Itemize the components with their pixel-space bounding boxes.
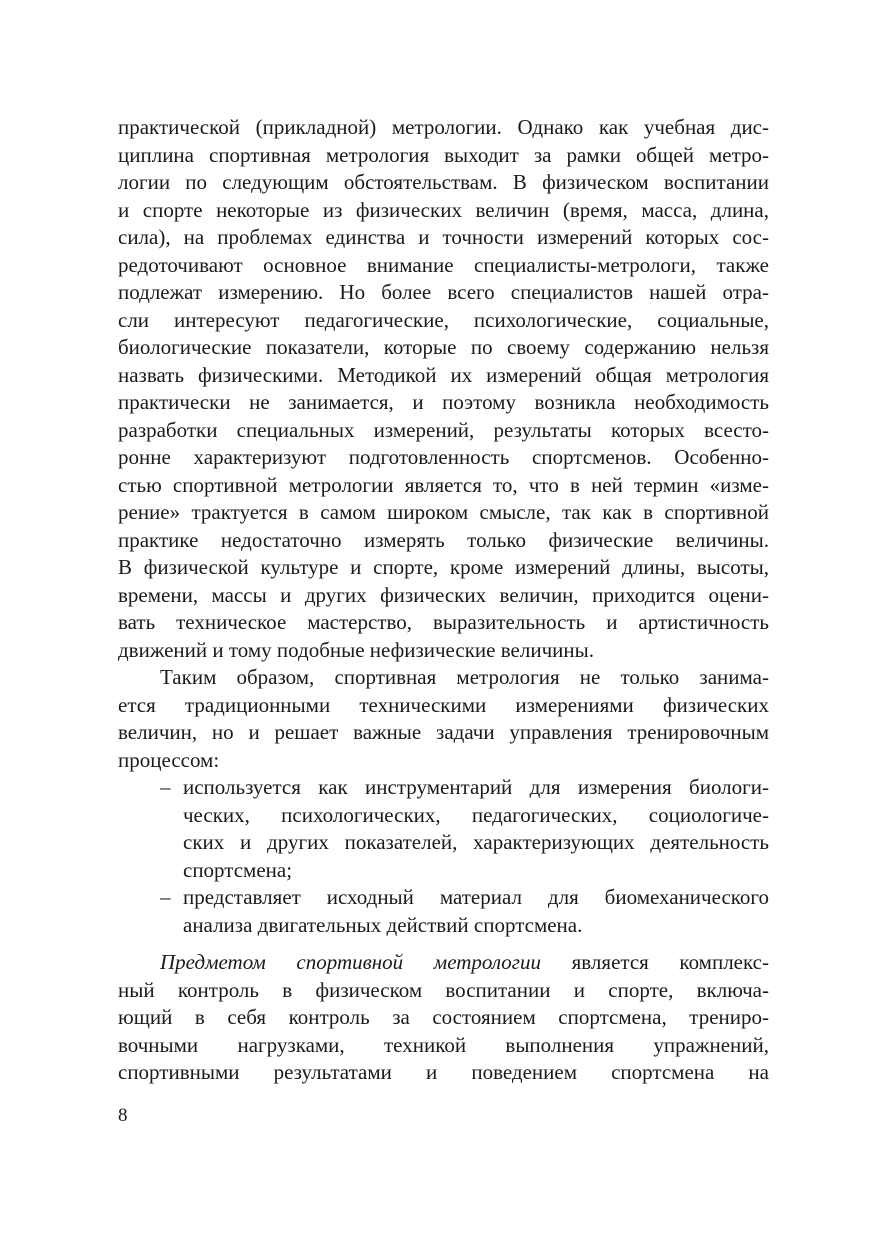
paragraph-3: [118, 949, 769, 1087]
list-item-line: используется как инструментарий для измерения биологи-: [183, 775, 769, 799]
paragraph-1-line: практической (прикладной) метрологии. Однако как учебная дис-: [118, 115, 769, 139]
paragraph-3-line: вочными нагрузками, техникой выполнения упражнений,: [118, 1032, 769, 1057]
paragraph-1-line: рение» трактуется в самом широком смысле, так как в спортивной: [118, 500, 769, 524]
list-dash: –: [160, 775, 171, 799]
paragraph-1-line: стью спортивной метрологии является то, что в ней термин «изме-: [118, 472, 769, 497]
paragraph-1-line: циплина спортивная метрология выходит за рамки общей метро-: [118, 142, 769, 167]
paragraph-3-line: ющий в себя контроль за состоянием спортсмена, трениро-: [118, 1005, 769, 1029]
paragraph-3-line: спортивными результатами и поведением спортсмена на: [118, 1060, 769, 1084]
paragraph-1-line: В физической культуре и спорте, кроме измерений длины, высоты,: [118, 555, 769, 579]
paragraph-1-line: редоточивают основное внимание специалисты-метрологи, также: [118, 252, 769, 277]
paragraph-1-line: практически не занимается, и поэтому возникла необходимость: [118, 390, 769, 414]
paragraph-2-line: величин, но и решает важные задачи управления тренировочным: [118, 720, 769, 744]
paragraph-1-line: движений и тому подобные нефизические величины.: [118, 637, 594, 662]
paragraph-2-line: Таким образом, спортивная метрология не только занима-: [160, 665, 769, 689]
paragraph-1-line: и спорте некоторые из физических величин (время, масса, длина,: [118, 197, 769, 222]
list-item-line: ских и других показателей, характеризующих деятельность: [183, 830, 769, 854]
paragraph-1: [118, 114, 769, 664]
list-item: [118, 884, 769, 939]
paragraph-1-line: биологические показатели, которые по своему содержанию нельзя: [118, 335, 769, 359]
paragraph-2: [118, 664, 769, 774]
subject-term: Предметом спортивной метрологии: [160, 950, 541, 974]
list-item-line: спортсмена;: [183, 857, 293, 882]
list-item-line: анализа двигательных действий спортсмена.: [183, 912, 583, 937]
paragraph-1-line: разработки специальных измерений, результаты которых всесто-: [118, 417, 769, 442]
list-item: [118, 774, 769, 884]
paragraph-1-line: подлежат измерению. Но более всего специалистов нашей отра-: [118, 280, 769, 304]
list-item-line: представляет исходный материал для биомеханического: [183, 885, 769, 909]
paragraph-3-line: [118, 949, 769, 977]
list-item-line: ческих, психологических, педагогических, социологиче-: [183, 802, 769, 827]
paragraph-3-line-rest: является комплекс-: [541, 950, 769, 974]
paragraph-1-line: вать техническое мастерство, выразительность и артистичность: [118, 610, 769, 634]
paragraph-1-line: сила), на проблемах единства и точности измерений которых сос-: [118, 225, 769, 249]
paragraph-1-line: сли интересуют педагогические, психологические, социальные,: [118, 307, 769, 332]
paragraph-1-line: времени, массы и других физических величин, приходится оцени-: [118, 582, 769, 607]
paragraph-1-line: ронне характеризуют подготовленность спортсменов. Особенно-: [118, 445, 769, 469]
paragraph-1-line: назвать физическими. Методикой их измерений общая метрология: [118, 362, 769, 387]
paragraph-3-line: ный контроль в физическом воспитании и спорте, включа-: [118, 977, 769, 1002]
paragraph-1-line: практике недостаточно измерять только физические величины.: [118, 527, 769, 552]
paragraph-gap: [118, 939, 769, 949]
page-number: 8: [118, 1105, 128, 1126]
paragraph-2-line: ется традиционными техническими измерениями физических: [118, 692, 769, 717]
paragraph-1-line: логии по следующим обстоятельствам. В физическом воспитании: [118, 170, 769, 194]
dash-list: [118, 774, 769, 939]
body-text: [118, 114, 769, 1087]
list-dash: –: [160, 885, 171, 909]
paragraph-2-line: процессом:: [118, 747, 220, 772]
